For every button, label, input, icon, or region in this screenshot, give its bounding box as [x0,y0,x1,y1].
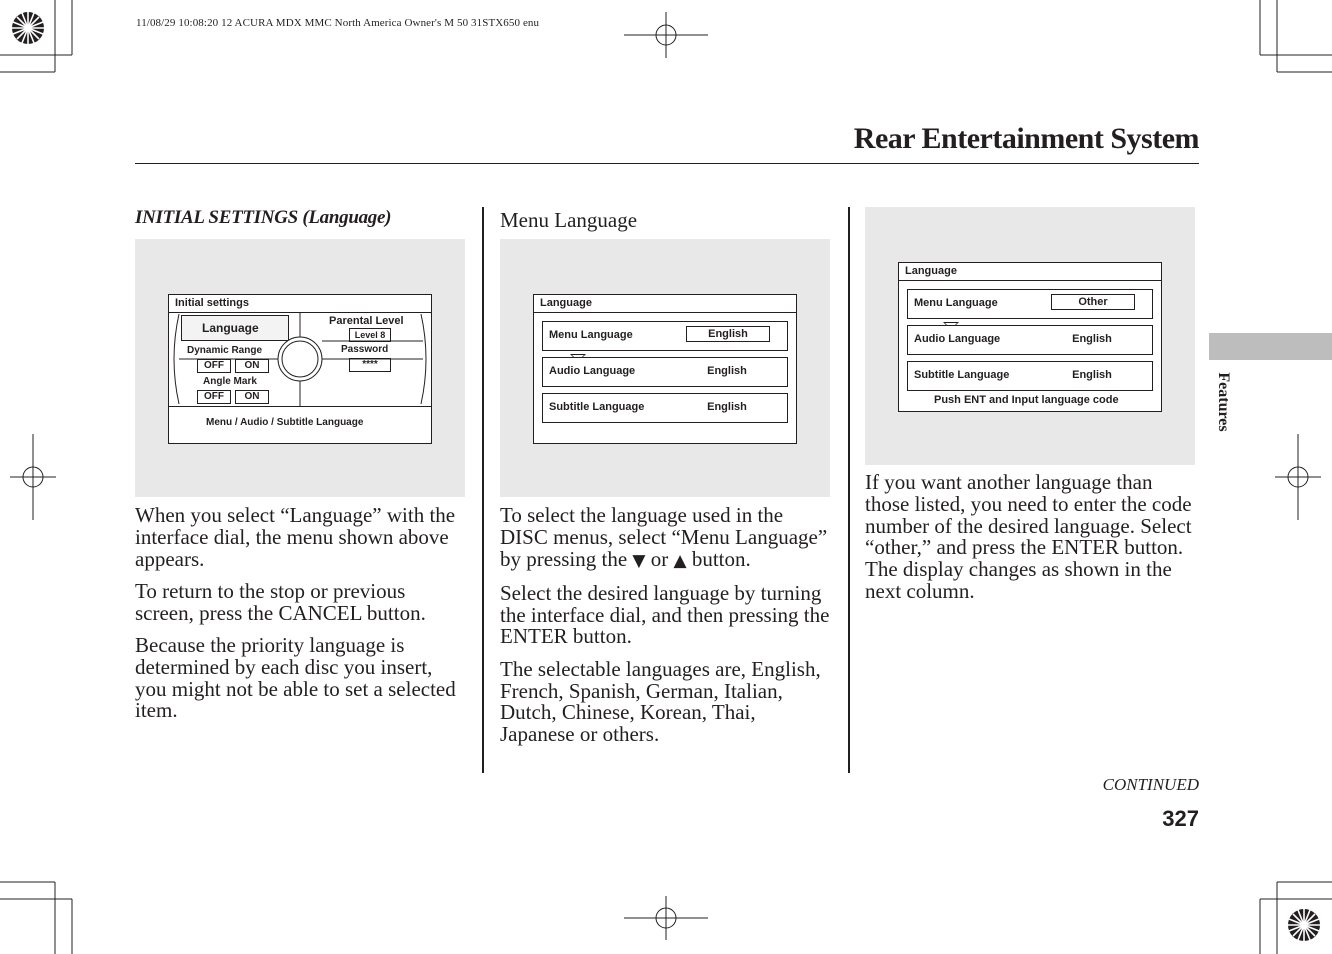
menu-language-row: Menu Language English [542,321,788,351]
screen-footer: Push ENT and Input language code [934,394,1119,406]
password-label: Password [341,344,389,355]
col1-text [135,505,465,733]
column-divider [848,207,850,773]
section-heading: INITIAL SETTINGS (Language) [135,207,392,228]
title-rule [135,163,1199,164]
menu-language-heading: Menu Language [500,208,638,232]
down-arrow-icon: ▼ [632,550,646,571]
angle-mark-label: Angle Mark [203,376,257,387]
side-tab-label: Features [1215,372,1232,432]
language-code-screen [898,262,1162,412]
parental-level-label: Parental Level [329,315,404,327]
page-title: Rear Entertainment System [853,122,1199,155]
audio-language-row: Audio Language English [542,357,788,387]
angle-off: OFF [197,390,231,404]
paragraph: The selectable languages are, English, French, Spanish, German, Italian, Dutch, Chinese, Korean, Thai, Japanese or others. [500,656,821,747]
paragraph: If you want another language than those listed, you need to enter the code number of the desired language. Select “other,” and press the ENTER button. The display changes as shown in the next column. [865,470,1192,603]
paragraph: To return to the stop or previous screen, press the CANCEL button. [135,578,426,625]
initial-settings-illustration [135,239,465,497]
password-value: **** [349,358,391,372]
dynamic-range-label: Dynamic Range [187,345,263,356]
dynamic-off: OFF [197,359,231,373]
menu-language-illustration [500,239,830,497]
dynamic-on: ON [235,359,269,373]
col2-text [500,505,830,756]
paragraph: When you select “Language” with the interface dial, the menu shown above appears. [135,503,456,571]
screen-title: Language [905,265,957,277]
paragraph: To select the language used in the DISC menus, select “Menu Language” by pressing the ▼ or ▲ button. [500,503,828,571]
language-screen [533,294,797,444]
initial-settings-screen [168,294,432,444]
screen-title: Initial settings [175,297,249,309]
side-tab [1209,333,1332,360]
paragraph: Select the desired language by turning the interface dial, and then pressing the ENTER button. [500,580,830,649]
screen-footer: Menu / Audio / Subtitle Language [206,417,364,428]
page-number: 327 [1162,806,1199,831]
continued-label: CONTINUED [1102,775,1199,794]
interface-dial-icon [169,312,431,406]
angle-on: ON [235,390,269,404]
up-arrow-icon: ▲ [673,550,687,571]
col3-text [865,472,1195,613]
subtitle-language-row: Subtitle Language English [542,393,788,423]
language-item: Language [181,315,289,341]
audio-language-row: Audio Language English [907,325,1153,355]
subtitle-language-row: Subtitle Language English [907,361,1153,391]
paragraph: Because the priority language is determined by each disc you insert, you might not be able to set a selected item. [135,632,456,723]
menu-language-row: Menu Language Other [907,289,1153,319]
screen-title: Language [540,297,592,309]
print-info: 11/08/29 10:08:20 12 ACURA MDX MMC North America Owner's M 50 31STX650 enu [136,17,540,29]
other-language-illustration [865,207,1195,465]
level-value: Level 8 [349,328,391,342]
column-divider [482,207,484,773]
